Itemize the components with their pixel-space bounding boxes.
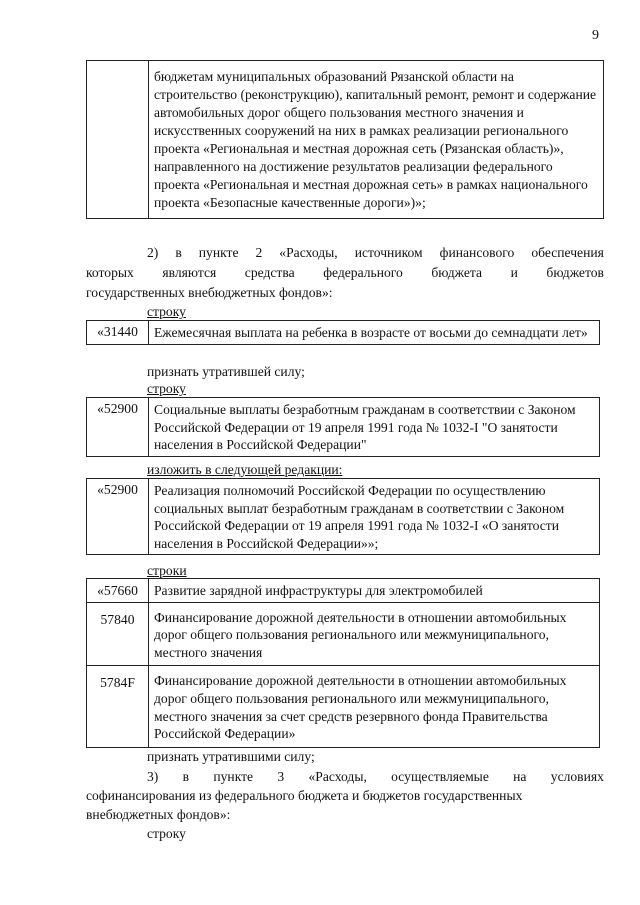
continuation-table: [86, 60, 604, 219]
table-row: [87, 398, 600, 457]
table-row: [87, 479, 600, 555]
code-cell: «57660: [87, 579, 149, 603]
item-2-line-3: государственных внебюджетных фондов»:: [86, 285, 333, 300]
label-priznat: признать утратившими силу;: [147, 749, 315, 764]
table-row: [87, 61, 604, 219]
label-stroku: строку: [147, 304, 186, 319]
code-cell: 5784F: [87, 666, 149, 747]
table-row: [87, 321, 600, 345]
code-cell: 57840: [87, 602, 149, 666]
table-row: [87, 602, 600, 666]
text-cell: Социальные выплаты безработным гражданам в соответствии с Законом Российской Федерации от 19 апреля 1991 года № 1032-I "О занятости населения в Российской Федерации": [149, 398, 600, 457]
item-3-line-1: 3) в пункте 3 «Расходы, осуществляемые на условиях: [147, 769, 604, 784]
item-3-line-2: софинансирования из федерального бюджета и бюджетов государственных: [86, 788, 523, 803]
label-stroku: строку: [147, 826, 186, 841]
text-cell: бюджетам муниципальных образований Рязанской области на строительство (реконструкцию), капитальный ремонт, ремонт и содержание автомобильных дорог общего пользования местного значения и искусственных сооружений на них в рамках реализации регионального проекта «Региональная и местная дорожная сеть (Рязанская область)», направленного на достижение результатов реализации федерального проекта «Региональная и местная дорожная сеть» в рамках национального проекта «Безопасные качественные дороги»)»;: [149, 61, 604, 219]
row-52900-old-table: [86, 397, 600, 457]
text-cell: Ежемесячная выплата на ребенка в возрасте от восьми до семнадцати лет»: [149, 321, 600, 345]
table-row: [87, 579, 600, 603]
code-cell: «52900: [87, 479, 149, 555]
page-number: 9: [592, 28, 599, 43]
item-2-line-1: 2) в пункте 2 «Расходы, источником финансового обеспечения: [147, 245, 604, 260]
label-stroku: строку: [147, 381, 186, 396]
text-cell: Развитие зарядной инфраструктуры для электромобилей: [149, 579, 600, 603]
table-row: [87, 666, 600, 747]
label-izlozhit: изложить в следующей редакции:: [147, 462, 343, 477]
code-cell: «31440: [87, 321, 149, 345]
item-3-line-3: внебюджетных фондов»:: [86, 807, 231, 822]
code-cell: «52900: [87, 398, 149, 457]
label-priznat: признать утратившей силу;: [147, 364, 305, 379]
text-cell: Финансирование дорожной деятельности в отношении автомобильных дорог общего пользования регионального или межмуниципального, местного значения: [149, 602, 600, 666]
rows-group-table: [86, 578, 600, 748]
text-cell: Финансирование дорожной деятельности в отношении автомобильных дорог общего пользования регионального или межмуниципального, местного значения за счет средств резервного фонда Правительства Российской Федерации»: [149, 666, 600, 747]
item-2-line-2: которых являются средства федерального бюджета и бюджетов: [86, 265, 604, 280]
code-cell: [87, 61, 149, 219]
row-52900-new-table: [86, 478, 600, 555]
label-stroki: строки: [147, 563, 187, 578]
row-31440-table: [86, 320, 600, 345]
text-cell: Реализация полномочий Российской Федерации по осуществлению социальных выплат безработным гражданам в соответствии с Законом Российской Федерации от 19 апреля 1991 года № 1032-I «О занятости населения в Российской Федерации»»;: [149, 479, 600, 555]
